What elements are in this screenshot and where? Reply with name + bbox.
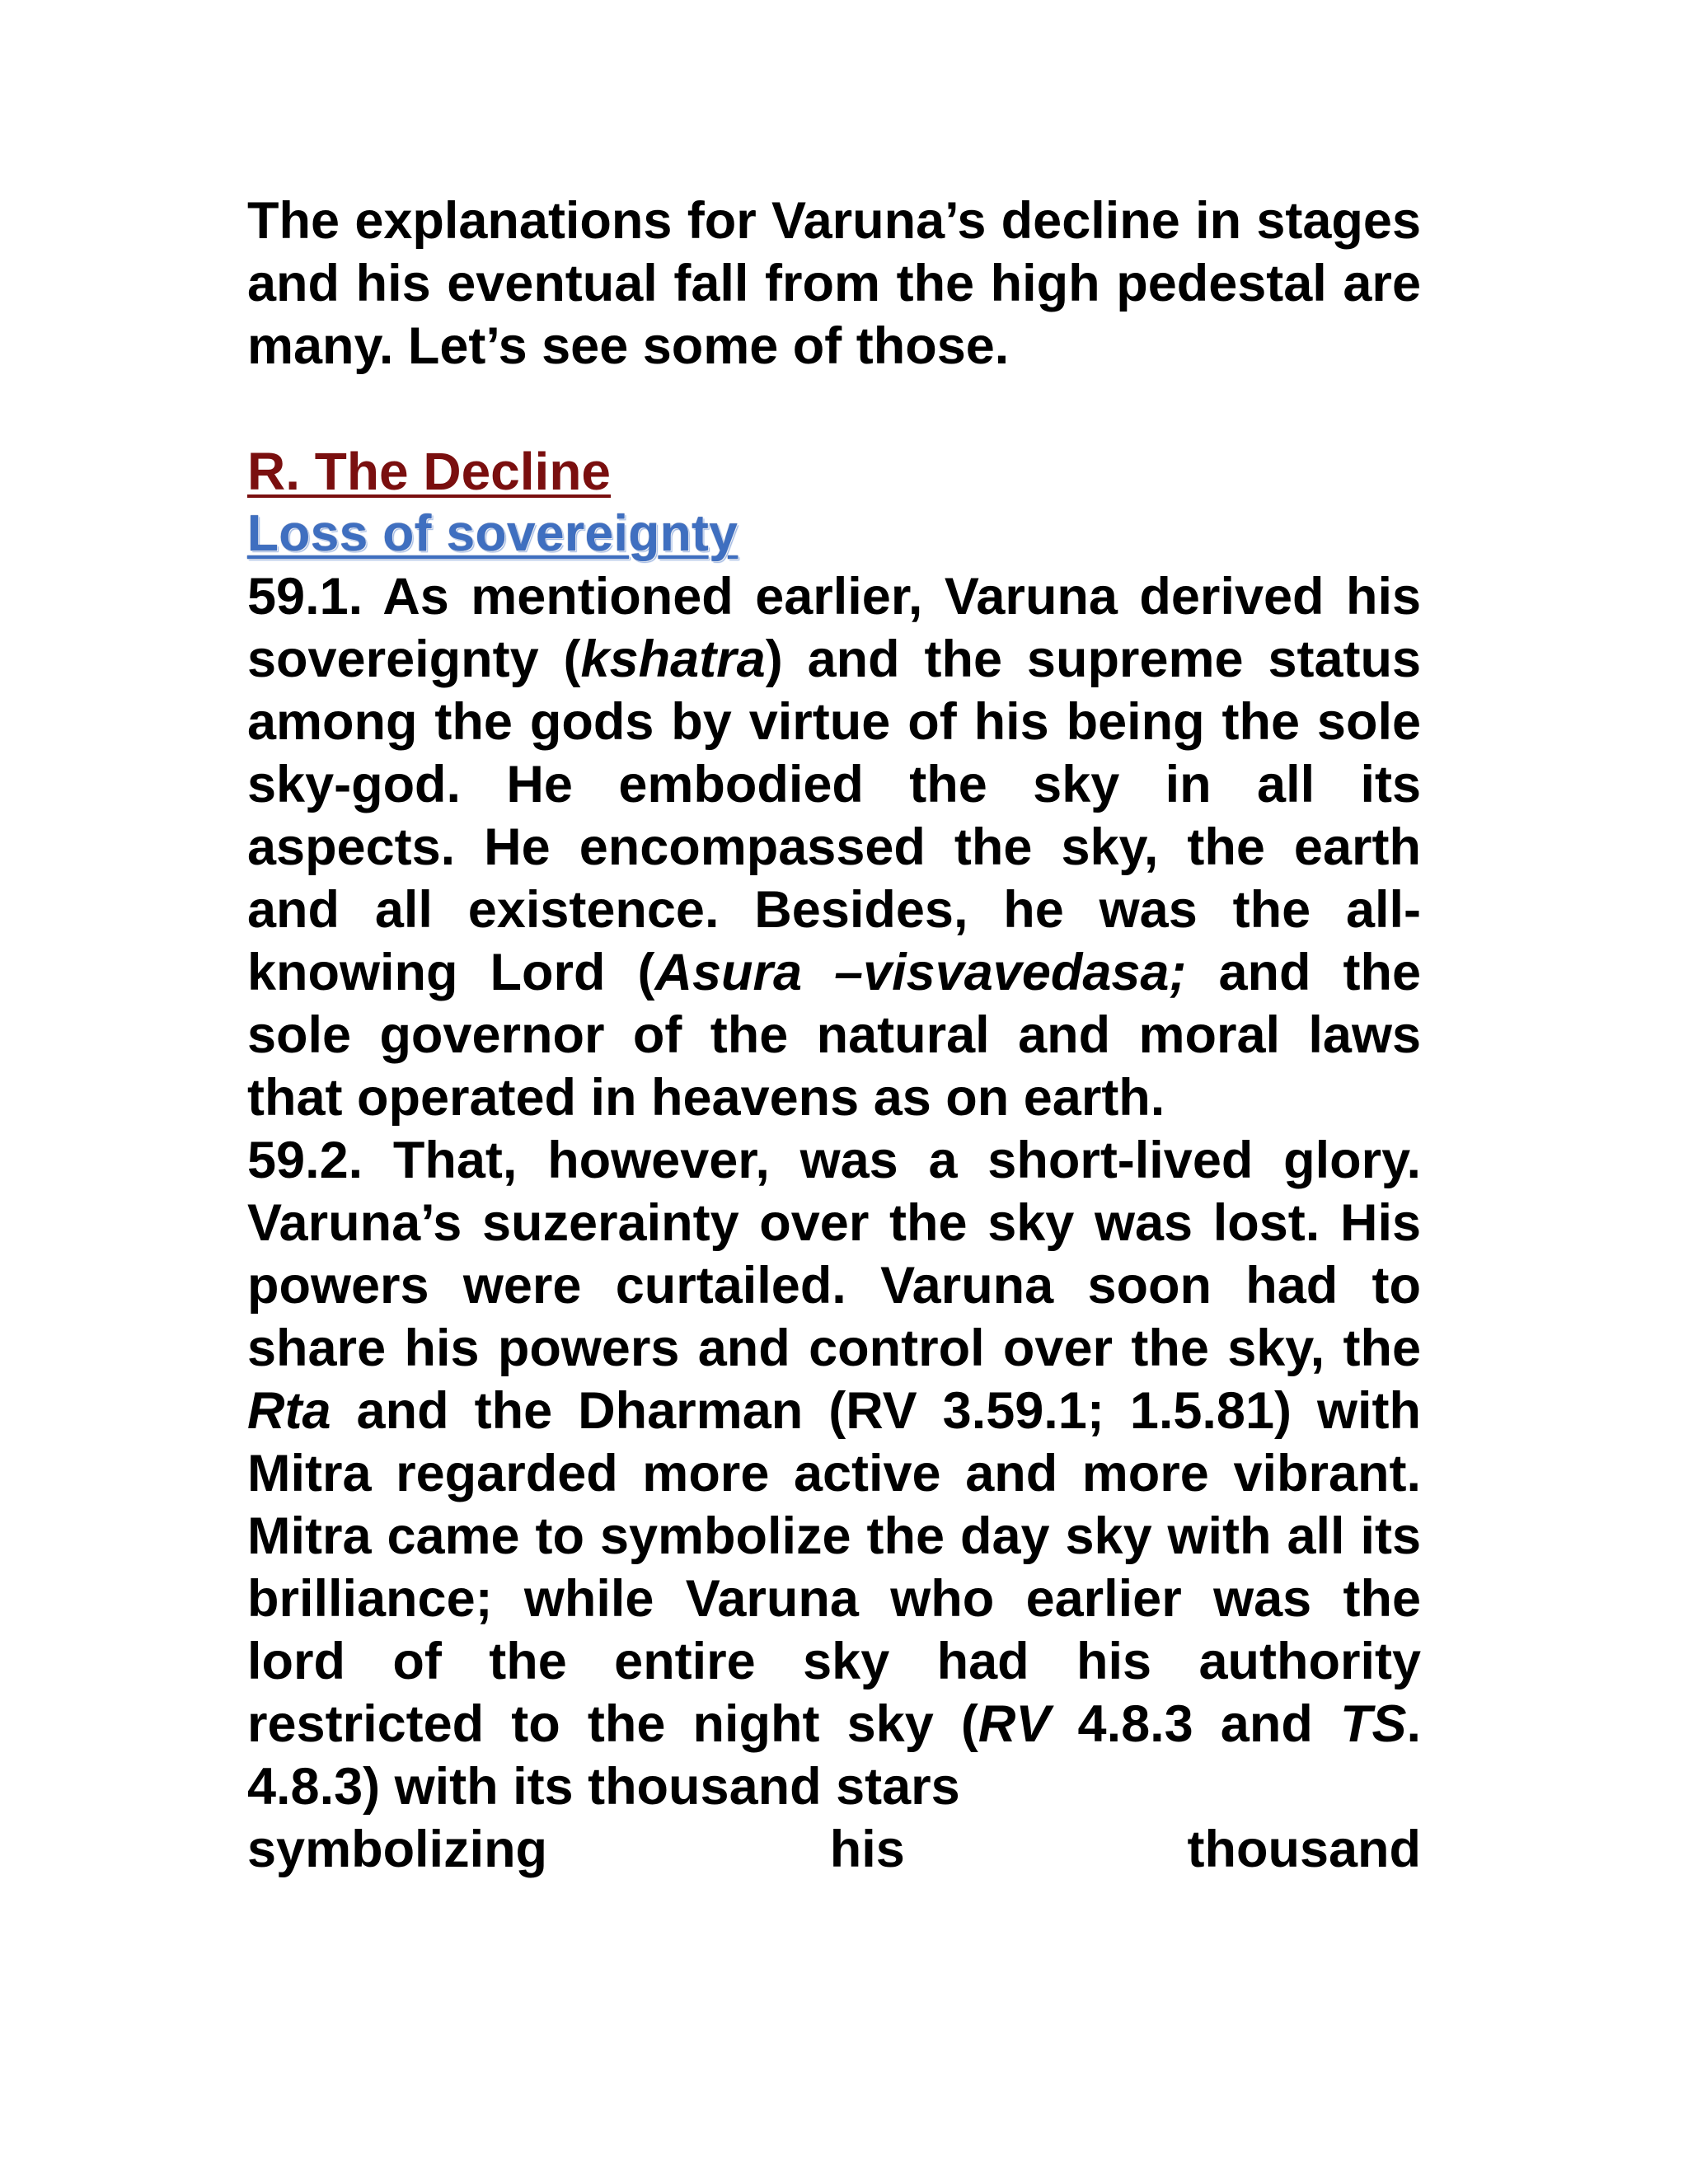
paragraph-59-2-last-line xyxy=(247,1818,1421,1881)
last-word-1: symbolizing xyxy=(247,1821,548,1878)
p2-text-c: 4.8.3 and xyxy=(1050,1695,1340,1753)
p2-text-a: 59.2. That, however, was a short-lived glory. Varuna’s suzerainty over the sky was lost. His powers were curtailed. Varuna soon had to share his powers and control over the sky, the xyxy=(247,1132,1421,1377)
p1-italic-asura: Asura –visvavedasa; xyxy=(654,944,1187,1001)
p1-text-a: 59.1. As mentioned earlier, Varuna derived his sovereignty ( xyxy=(247,568,1421,688)
section-subheading: Loss of sovereignty xyxy=(247,505,738,562)
p1-italic-kshatra: kshatra xyxy=(580,630,766,688)
intro-paragraph: The explanations for Varuna’s decline in stages and his eventual fall from the high pedestal are many. Let’s see some of those. xyxy=(247,192,1421,375)
paragraph-59-1 xyxy=(247,565,1421,1129)
last-word-2: his xyxy=(829,1821,905,1878)
p1-text-c: and the sole governor of the natural and moral laws that operated in heavens as on earth. xyxy=(247,944,1421,1127)
p2-italic-rv: RV xyxy=(978,1695,1051,1753)
document-page xyxy=(247,190,1421,1881)
p2-italic-rta: Rta xyxy=(247,1382,331,1440)
p2-text-d: . 4.8.3) with its thousand stars xyxy=(247,1695,1421,1816)
section-heading: R. The Decline xyxy=(247,442,611,501)
last-word-3: thousand xyxy=(1187,1821,1421,1878)
p2-italic-ts: TS xyxy=(1339,1695,1407,1753)
paragraph-59-2 xyxy=(247,1129,1421,1818)
paragraph-spacer xyxy=(247,377,1421,440)
p2-text-b: and the Dharman (RV 3.59.1; 1.5.81) with Mitra regarded more active and more vibrant. Mitra came to symbolize the day sky with all its brilliance; while Varuna who earlier was the lord of the entire sky had his authority restricted to the night sky ( xyxy=(247,1382,1421,1753)
p1-text-b: ) and the supreme status among the gods by virtue of his being the sole sky-god. He embodied the sky in all its aspects. He encompassed the sky, the earth and all existence. Besides, he was the all-knowing Lord ( xyxy=(247,630,1422,1001)
